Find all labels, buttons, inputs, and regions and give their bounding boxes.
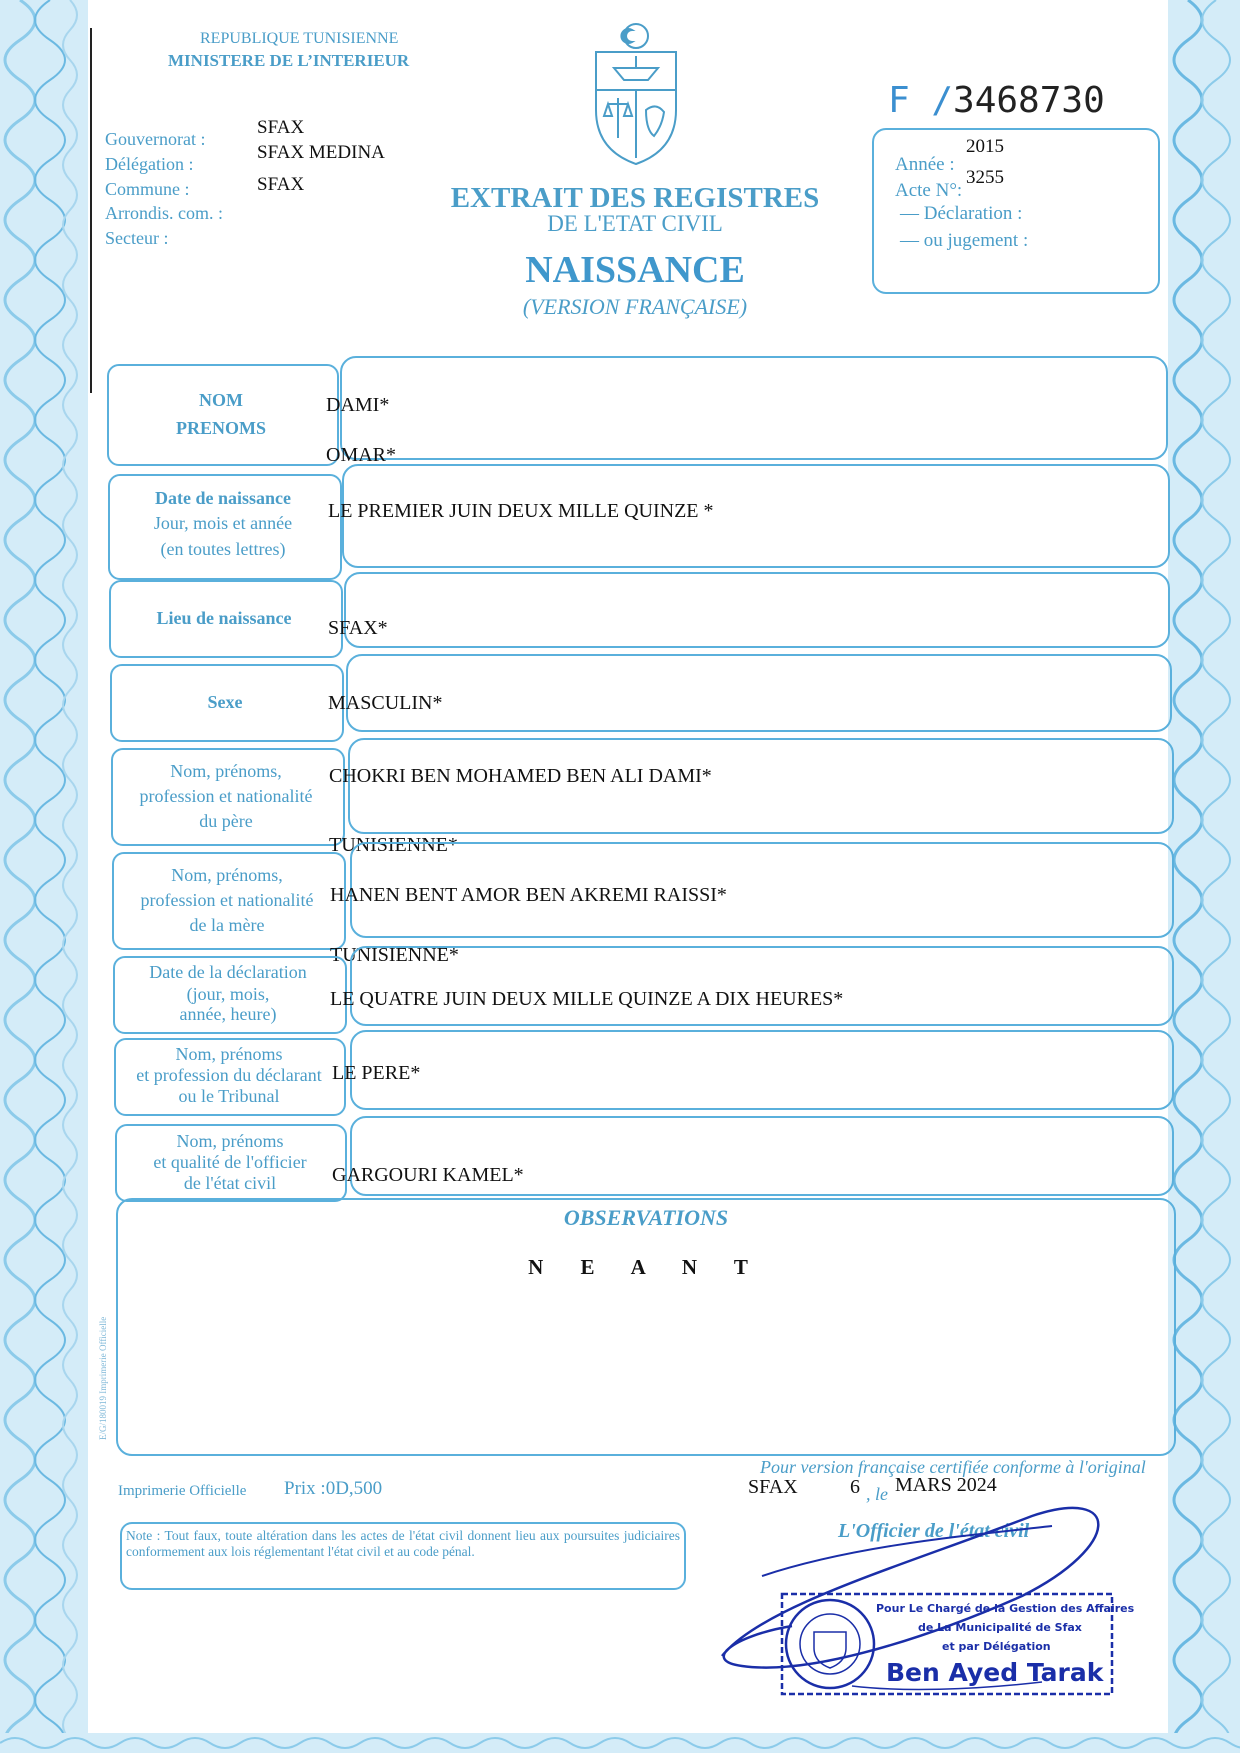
commune-label: Commune : <box>105 179 190 199</box>
sexe-value: MASCULIN* <box>328 692 443 714</box>
margin-rule <box>90 28 92 393</box>
serial-prefix: F / <box>888 80 954 121</box>
delegation-label: Délégation : <box>105 154 194 174</box>
left-guilloche-border <box>0 0 88 1753</box>
nom-value: DAMI* <box>326 394 390 416</box>
stamp-line-1: Pour Le Chargé de la Gestion des Affaires <box>876 1602 1135 1615</box>
prix-label: Prix : <box>284 1478 326 1499</box>
prenoms-label: PRENOMS <box>176 418 266 438</box>
document-title-line2: DE L'ETAT CIVIL <box>547 211 723 236</box>
sexe-label: Sexe <box>207 692 243 712</box>
issue-le: , le <box>866 1484 888 1504</box>
date-naissance-sublabel-2: (en toutes lettres) <box>160 539 286 559</box>
serial-number <box>888 80 1105 121</box>
bottom-guilloche-border <box>0 1733 1240 1753</box>
issue-place: SFAX <box>748 1476 798 1498</box>
prix-value: 0D,500 <box>325 1478 383 1499</box>
stamp-name: Ben Ayed Tarak <box>886 1658 1104 1687</box>
lieu-naissance-value: SFAX* <box>328 617 388 639</box>
delegation-value: SFAX MEDINA <box>257 142 385 163</box>
mere-label-2: profession et nationalité <box>140 890 314 910</box>
pere-label-1: Nom, prénoms, <box>170 761 282 781</box>
mere-value: HANEN BENT AMOR BEN AKREMI RAISSI* <box>330 884 727 906</box>
date-naissance-value: LE PREMIER JUIN DEUX MILLE QUINZE * <box>328 500 714 522</box>
nom-label-box <box>107 364 339 466</box>
stamp-line-3: et par Délégation <box>942 1640 1051 1653</box>
document-title-line1: EXTRAIT DES REGISTRES <box>450 182 820 214</box>
gouvernorat-value: SFAX <box>257 117 305 138</box>
pere-nationalite: TUNISIENNE* <box>329 834 458 856</box>
version-subtitle: (VERSION FRANÇAISE) <box>522 294 748 319</box>
sexe-value-box <box>346 654 1172 732</box>
prix <box>284 1478 382 1500</box>
printer-reference-vertical: E/G/180019 Imprimerie Officielle <box>98 1316 108 1440</box>
pere-value: CHOKRI BEN MOHAMED BEN ALI DAMI* <box>329 765 712 787</box>
declarant-label-3: ou le Tribunal <box>178 1086 280 1106</box>
date-declaration-label-2: (jour, mois, <box>186 984 270 1004</box>
nom-value-box <box>340 356 1168 460</box>
observations-title: OBSERVATIONS <box>563 1205 729 1230</box>
mere-label-3: de la mère <box>189 915 265 935</box>
observations-value: N E A N T <box>528 1255 764 1279</box>
issue-day: 6 <box>850 1476 860 1498</box>
issue-month-year: MARS 2024 <box>895 1474 997 1496</box>
annee-value: 2015 <box>966 136 1004 157</box>
date-declaration-label-3: année, heure) <box>179 1004 277 1024</box>
declaration-label: — Déclaration : <box>900 203 1023 224</box>
certification-text: Pour version française certifiée conforme à l'original <box>760 1457 1146 1477</box>
officier-label-2: et qualité de l'officier <box>153 1152 307 1172</box>
jugement-label: — ou jugement : <box>900 230 1029 251</box>
document-type-title: NAISSANCE <box>525 249 745 291</box>
mere-nationalite: TUNISIENNE* <box>330 944 459 966</box>
ministry-heading: MINISTERE DE L’INTERIEUR <box>168 51 410 70</box>
declarant-value-box <box>350 1030 1174 1110</box>
imprimerie-label: Imprimerie Officielle <box>118 1483 247 1499</box>
gouvernorat-label: Gouvernorat : <box>105 129 206 149</box>
right-guilloche-border <box>1168 0 1240 1753</box>
lieu-naissance-label: Lieu de naissance <box>156 608 292 628</box>
date-declaration-label-1: Date de la déclaration <box>149 962 307 982</box>
observations-box <box>116 1198 1176 1456</box>
serial-digits: 3468730 <box>953 80 1105 121</box>
declarant-label-1: Nom, prénoms <box>175 1044 283 1064</box>
acte-number-label: Acte N°: <box>895 180 963 201</box>
mere-label-1: Nom, prénoms, <box>171 865 283 885</box>
pere-label-3: du père <box>199 811 253 831</box>
date-naissance-sublabel-1: Jour, mois et année <box>153 513 293 533</box>
declarant-label-2: et profession du déclarant <box>136 1065 322 1085</box>
officier-signature-title: L'Officier de l'état civil <box>838 1520 1030 1542</box>
declarant-value: LE PERE* <box>332 1062 421 1084</box>
date-naissance-label: Date de naissance <box>155 488 291 508</box>
nom-label: NOM <box>199 390 243 410</box>
secteur-label: Secteur : <box>105 228 169 248</box>
arrondissement-label: Arrondis. com. : <box>105 203 223 223</box>
date-declaration-value-box <box>350 946 1174 1026</box>
officier-label-1: Nom, prénoms <box>176 1131 284 1151</box>
pere-label-2: profession et nationalité <box>139 786 313 806</box>
republic-heading: REPUBLIQUE TUNISIENNE <box>200 30 399 47</box>
lieu-naissance-value-box <box>344 572 1170 648</box>
legal-note: Note : Tout faux, toute altération dans les actes de l'état civil donnent lieu aux poursuites judiciaires conformement aux lois réglementant l'état civil et au code pénal. <box>126 1528 680 1559</box>
acte-number-value: 3255 <box>966 167 1004 188</box>
prenoms-value: OMAR* <box>326 444 397 466</box>
stamp-line-2: de La Municipalité de Sfax <box>918 1621 1082 1634</box>
officier-label-3: de l'état civil <box>183 1173 277 1193</box>
officier-value: GARGOURI KAMEL* <box>332 1164 524 1186</box>
tunisia-coat-of-arms-icon <box>586 20 686 170</box>
annee-label: Année : <box>895 154 955 175</box>
date-declaration-value: LE QUATRE JUIN DEUX MILLE QUINZE A DIX HEURES* <box>330 988 844 1010</box>
commune-value: SFAX <box>257 174 305 195</box>
